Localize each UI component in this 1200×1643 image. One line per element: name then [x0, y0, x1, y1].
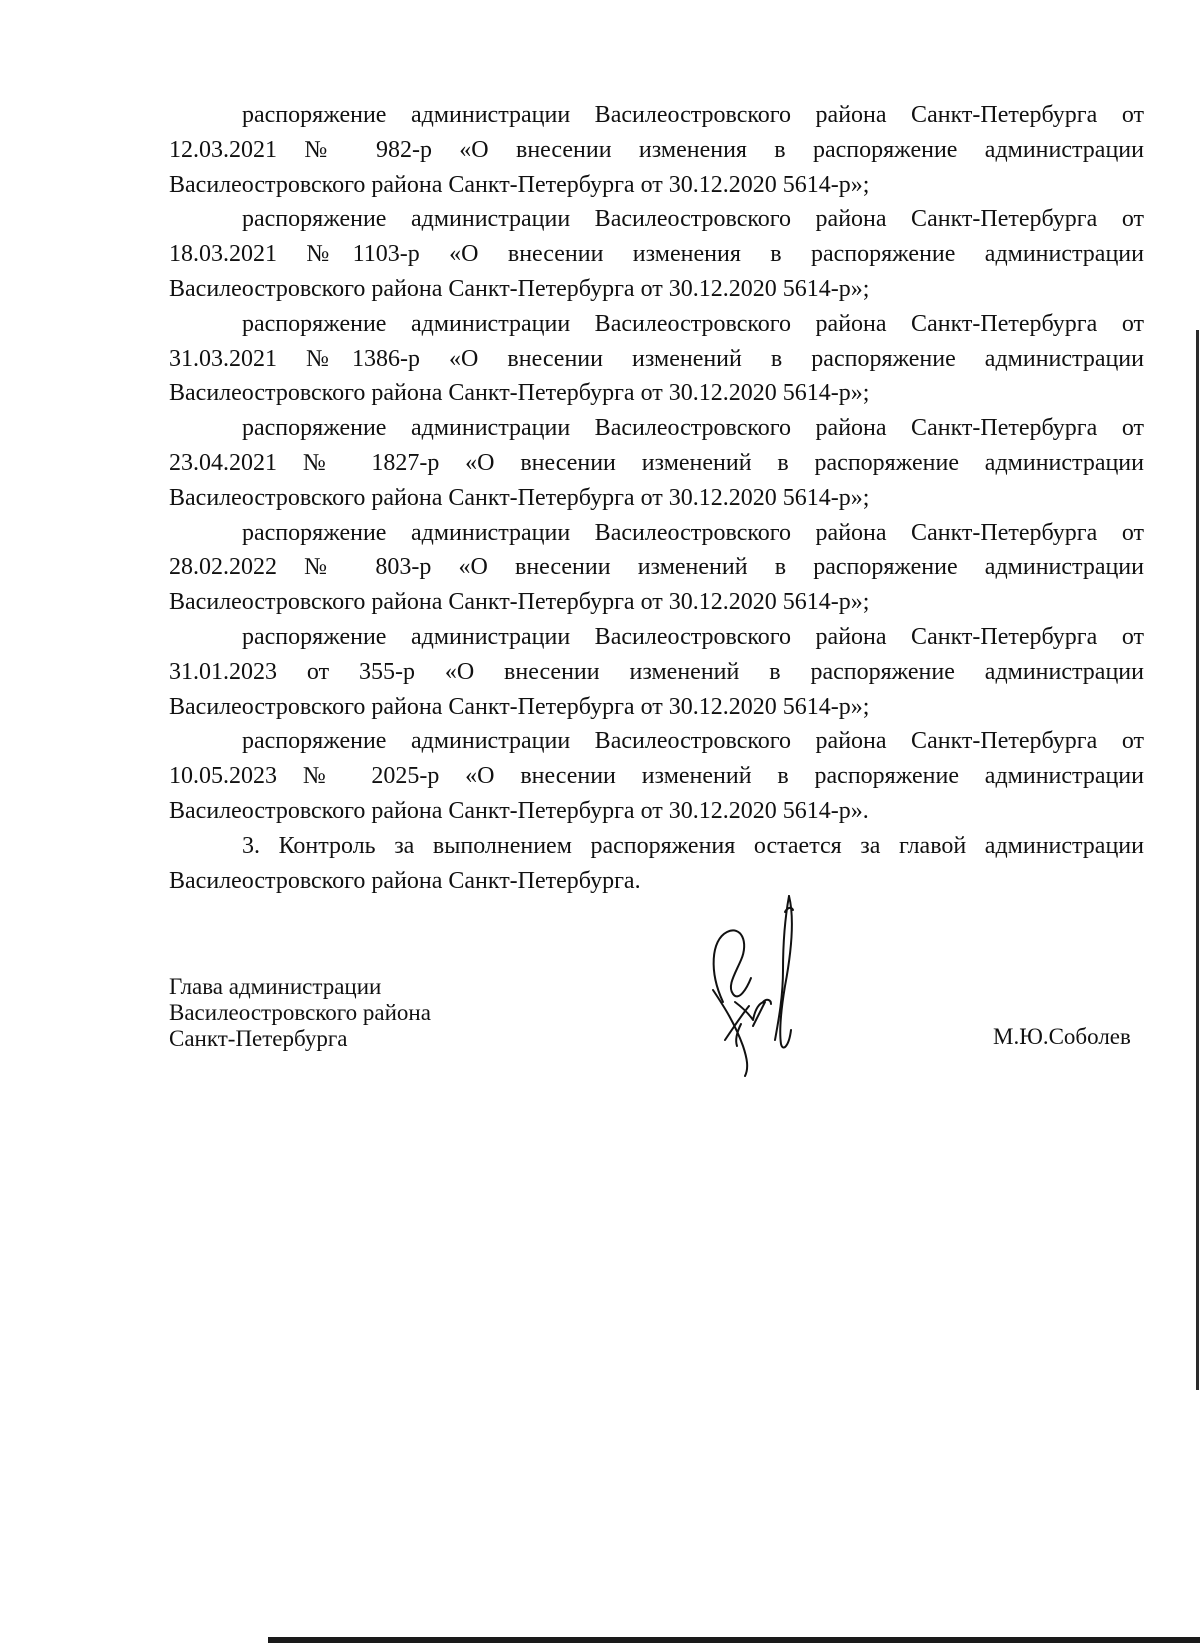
signatory-position: [169, 974, 431, 1052]
paragraph-order-2025: распоряжение администрации Василеостровского района Санкт-Петербурга от 10.05.2023 № 2025-р «О внесении изменений в распоряжение администрации Василеостровского района Санкт-Петербурга от 30.12.2020 5614-р».: [169, 728, 1144, 824]
signatory-position-line: Василеостровского района: [169, 1000, 431, 1025]
signatory-position-line: Санкт-Петербурга: [169, 1026, 348, 1051]
scan-bottom-edge: [268, 1637, 1200, 1643]
paragraph-order-1103: распоряжение администрации Василеостровского района Санкт-Петербурга от 18.03.2021 №1103-р «О внесении изменения в распоряжение администрации Василеостровского района Санкт-Петербурга от 30.12.2020 5614-р»;: [169, 206, 1144, 302]
scan-right-edge: [1196, 330, 1199, 1390]
paragraph-order-355: распоряжение администрации Василеостровского района Санкт-Петербурга от 31.01.2023 от 355-р «О внесении изменений в распоряжение администрации Василеостровского района Санкт-Петербурга от 30.12.2020 5614-р»;: [169, 623, 1144, 720]
handwritten-signature-icon: [705, 890, 820, 1080]
signer-name: М.Ю.Соболев: [993, 1024, 1131, 1049]
paragraph-order-1386: распоряжение администрации Василеостровского района Санкт-Петербурга от 31.03.2021 №1386-р «О внесении изменений в распоряжение администрации Василеостровского района Санкт-Петербурга от 30.12.2020 5614-р»;: [169, 310, 1144, 407]
paragraph-order-803: распоряжение администрации Василеостровского района Санкт-Петербурга от 28.02.2022 № 803-р «О внесении изменений в распоряжение администрации Василеостровского района Санкт-Петербурга от 30.12.2020 5614-р»;: [169, 519, 1144, 616]
paragraph-order-1827: распоряжение администрации Василеостровского района Санкт-Петербурга от 23.04.2021 № 1827-р «О внесении изменений в распоряжение администрации Василеостровского района Санкт-Петербурга от 30.12.2020 5614-р»;: [169, 415, 1144, 511]
document-body: [169, 98, 1144, 898]
paragraph-control-clause: 3. Контроль за выполнением распоряжения остается за главой администрации Василеостровского района Санкт-Петербурга.: [169, 832, 1144, 894]
signatory-position-line: Глава администрации: [169, 974, 382, 999]
paragraph-order-982: распоряжение администрации Василеостровского района Санкт-Петербурга от 12.03.2021 № 982-р «О внесении изменения в распоряжение администрации Василеостровского района Санкт-Петербурга от 30.12.2020 5614-р»;: [169, 102, 1144, 198]
